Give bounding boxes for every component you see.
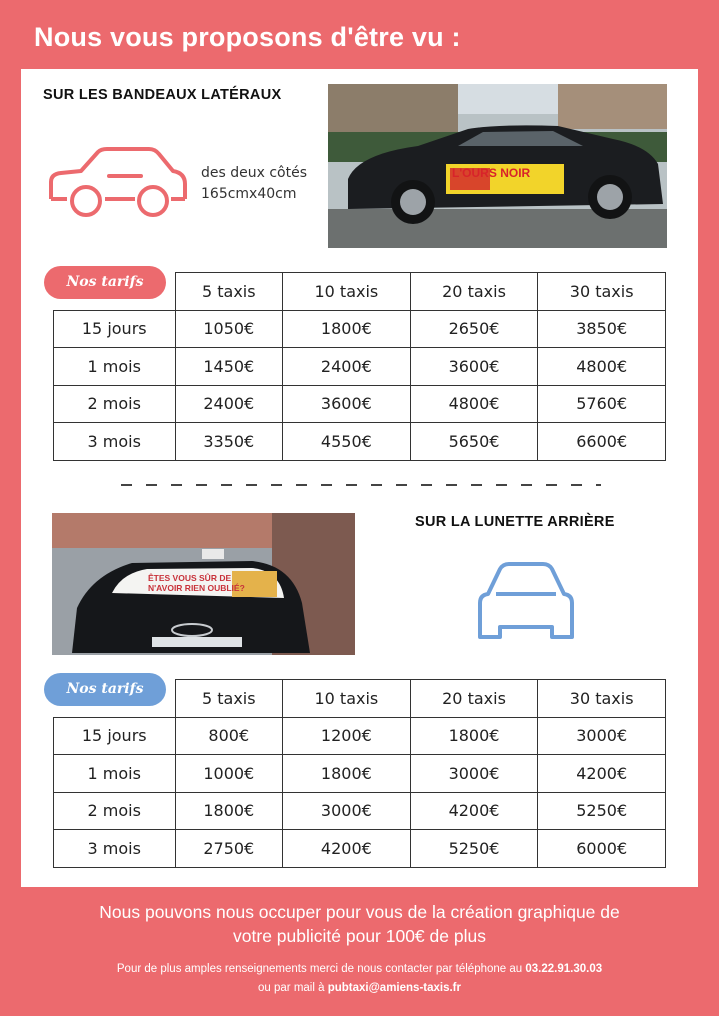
rear-window-photo [52, 513, 355, 655]
price-cell: 1050€ [175, 310, 283, 348]
table-row [54, 717, 666, 755]
price-cell: 6600€ [538, 423, 666, 461]
table-row [54, 755, 666, 793]
section-heading-rear: SUR LA LUNETTE ARRIÈRE [415, 514, 615, 530]
tarifs-tag-rear: Nos tarifs [44, 673, 166, 706]
price-cell: 2400€ [175, 385, 283, 423]
price-cell: 2750€ [175, 830, 283, 868]
price-cell: 2400€ [283, 348, 411, 386]
price-cell: 3600€ [410, 348, 538, 386]
price-cell: 3000€ [538, 717, 666, 755]
contact-info [0, 960, 719, 998]
column-header: 30 taxis [538, 273, 666, 311]
contact-text: Pour de plus amples renseignements merci de nous contacter par téléphone au [116, 963, 523, 975]
page-title: Nous vous proposons d'être vu : [34, 22, 461, 52]
side-banner-photo [328, 84, 667, 248]
column-header: 10 taxis [283, 273, 411, 311]
period-cell: 2 mois [54, 385, 176, 423]
photo-text-line2: N'AVOIR RIEN OUBLIÉ? [148, 583, 245, 593]
tarif-table-rear [53, 679, 666, 868]
section-heading-side: SUR LES BANDEAUX LATÉRAUX [43, 87, 282, 103]
price-cell: 2650€ [410, 310, 538, 348]
price-cell: 4550€ [283, 423, 411, 461]
price-cell: 1800€ [283, 755, 411, 793]
car-side-icon [43, 144, 189, 219]
period-cell: 1 mois [54, 348, 176, 386]
column-header: 30 taxis [538, 680, 666, 718]
price-cell: 3850€ [538, 310, 666, 348]
dims-line1: des deux côtés [201, 165, 308, 181]
table-row [54, 423, 666, 461]
column-header: 5 taxis [175, 680, 283, 718]
mail-text: ou par mail à [258, 982, 325, 994]
price-cell: 1200€ [283, 717, 411, 755]
photo-text [148, 573, 245, 593]
price-cell: 4200€ [538, 755, 666, 793]
period-cell: 1 mois [54, 755, 176, 793]
price-cell: 5760€ [538, 385, 666, 423]
table-row [54, 385, 666, 423]
period-cell: 3 mois [54, 830, 176, 868]
table-row [54, 792, 666, 830]
design-offer [0, 900, 719, 948]
price-cell: 1800€ [410, 717, 538, 755]
price-cell: 5650€ [410, 423, 538, 461]
period-cell: 15 jours [54, 310, 176, 348]
content-card [21, 69, 698, 887]
price-cell: 4800€ [538, 348, 666, 386]
price-cell: 3350€ [175, 423, 283, 461]
period-cell: 3 mois [54, 423, 176, 461]
table-row [54, 348, 666, 386]
section-divider [121, 484, 601, 486]
tarifs-tag-side: Nos tarifs [44, 266, 166, 299]
period-cell: 2 mois [54, 792, 176, 830]
table-row [54, 830, 666, 868]
design-offer-line2: votre publicité pour 100€ de plus [233, 926, 486, 946]
price-cell: 1000€ [175, 755, 283, 793]
price-cell: 3000€ [410, 755, 538, 793]
price-cell: 3600€ [283, 385, 411, 423]
price-cell: 1800€ [175, 792, 283, 830]
table-header-row [54, 273, 666, 311]
car-rear-icon [476, 561, 576, 643]
dims-line2: 165cmx40cm [201, 186, 297, 202]
price-cell: 3000€ [283, 792, 411, 830]
photo-banner-text: L'OURS NOIR [452, 166, 531, 180]
price-cell: 5250€ [538, 792, 666, 830]
phone-number[interactable]: 03.22.91.30.03 [525, 963, 603, 975]
price-cell: 6000€ [538, 830, 666, 868]
price-cell: 800€ [175, 717, 283, 755]
price-cell: 1450€ [175, 348, 283, 386]
price-cell: 4200€ [283, 830, 411, 868]
column-header: 5 taxis [175, 273, 283, 311]
column-header: 20 taxis [410, 680, 538, 718]
column-header: 20 taxis [410, 273, 538, 311]
email-link[interactable]: pubtaxi@amiens-taxis.fr [327, 982, 461, 994]
tarif-table-side [53, 272, 666, 461]
design-offer-line1: Nous pouvons nous occuper pour vous de la création graphique de [99, 902, 620, 922]
period-cell: 15 jours [54, 717, 176, 755]
table-row [54, 310, 666, 348]
price-cell: 5250€ [410, 830, 538, 868]
banner-dimensions [201, 163, 307, 205]
price-cell: 4200€ [410, 792, 538, 830]
photo-text-line1: ÊTES VOUS SÛR DE [148, 573, 232, 583]
column-header: 10 taxis [283, 680, 411, 718]
price-cell: 4800€ [410, 385, 538, 423]
table-header-row [54, 680, 666, 718]
price-cell: 1800€ [283, 310, 411, 348]
